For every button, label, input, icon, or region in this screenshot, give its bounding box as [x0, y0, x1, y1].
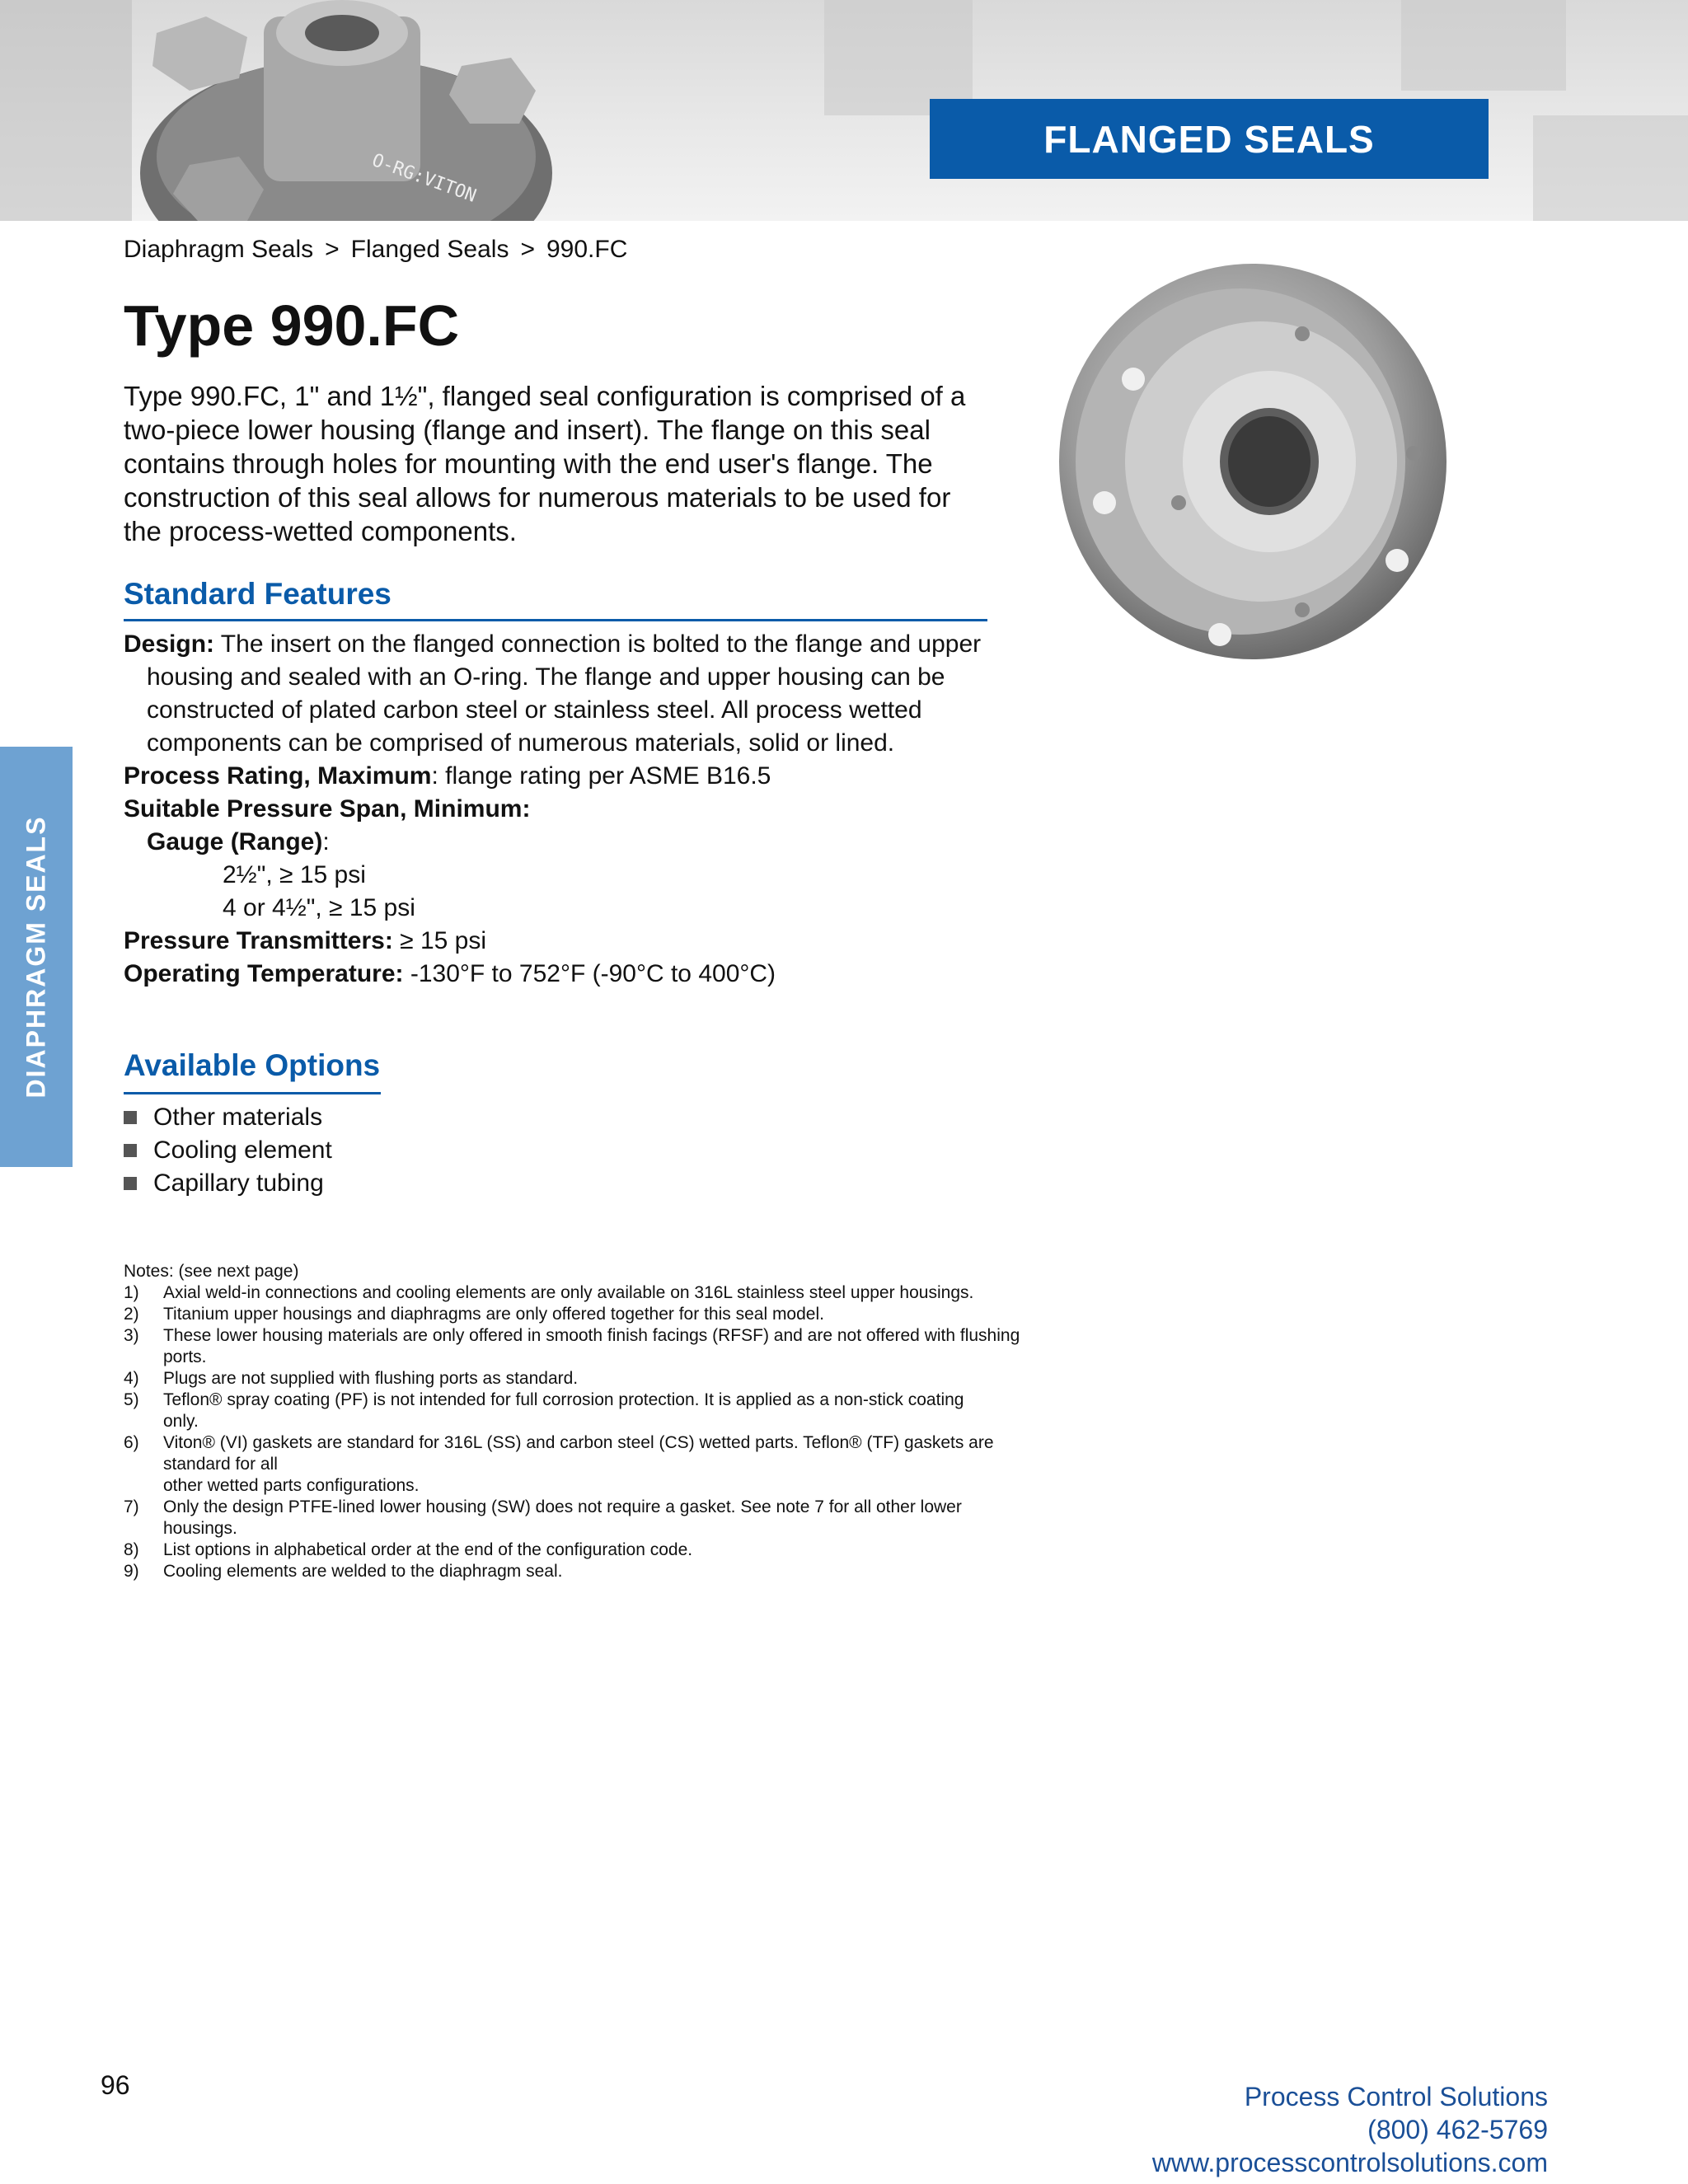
gauge-label: Gauge (Range)	[147, 828, 323, 855]
banner-tile	[1533, 115, 1688, 221]
note-row	[124, 1497, 1063, 1540]
note-text: Axial weld-in connections and cooling elements are only available on 316L stainless steel upper housings.	[163, 1283, 974, 1302]
note-number: 5)	[124, 1390, 139, 1409]
footer-contact	[1152, 2080, 1548, 2179]
note-number: 3)	[124, 1326, 139, 1345]
banner-tile	[824, 0, 973, 115]
standard-features-list	[124, 628, 997, 991]
note-text: Plugs are not supplied with flushing ports as standard.	[163, 1369, 579, 1388]
bullet-square-icon	[124, 1111, 137, 1124]
note-row	[124, 1368, 1063, 1390]
note-text: Titanium upper housings and diaphragms are only offered together for this seal model.	[163, 1305, 824, 1324]
temperature-feature	[124, 958, 997, 991]
note-number: 9)	[124, 1562, 139, 1581]
standard-features-rule	[124, 619, 987, 621]
notes-section	[124, 1261, 1063, 1582]
note-number: 1)	[124, 1283, 139, 1302]
note-row	[124, 1475, 1063, 1497]
gauge-feature	[124, 826, 997, 859]
option-label: Other materials	[153, 1104, 323, 1131]
option-label: Cooling element	[153, 1137, 332, 1164]
note-row	[124, 1540, 1063, 1561]
note-row	[124, 1432, 1063, 1475]
temperature-label: Operating Temperature:	[124, 960, 404, 987]
option-label: Capillary tubing	[153, 1169, 324, 1197]
breadcrumb-item: 990.FC	[546, 236, 628, 263]
process-rating-label: Process Rating, Maximum	[124, 762, 432, 790]
bullet-square-icon	[124, 1144, 137, 1157]
footer-website[interactable]: www.processcontrolsolutions.com	[1151, 2148, 1548, 2177]
gauge-colon: :	[322, 828, 330, 855]
note-text: Only the design PTFE-lined lower housing (SW) does not require a gasket. See note 7 for all other lower housings.	[163, 1497, 962, 1538]
temperature-text: -130°F to 752°F (-90°C to 400°C)	[403, 960, 776, 987]
process-rating-feature	[124, 760, 997, 793]
intro-paragraph: Type 990.FC, 1" and 1½", flanged seal configuration is comprised of a two-piece lower housing (flange and insert). The flange on this seal contains through holes for mounting with the end user's flange. The construction of this seal allows for numerous materials to be used for the process-wetted components.	[124, 381, 966, 546]
note-row	[124, 1390, 1063, 1432]
note-number: 8)	[124, 1540, 139, 1559]
note-text: other wetted parts configurations.	[163, 1476, 420, 1495]
available-options-list	[124, 1101, 332, 1200]
list-item	[124, 1167, 332, 1200]
footer-company: Process Control Solutions	[1244, 2082, 1548, 2111]
gauge-range-line: 4 or 4½", ≥ 15 psi	[223, 894, 415, 921]
side-section-tab	[0, 747, 73, 1167]
transmitters-label: Pressure Transmitters:	[124, 927, 393, 954]
note-text: Viton® (VI) gaskets are standard for 316L (SS) and carbon steel (CS) wetted parts. Teflon® (TF) gaskets are standard for all	[163, 1433, 994, 1474]
pressure-span-label: Suitable Pressure Span, Minimum:	[124, 795, 531, 823]
note-text: List options in alphabetical order at the end of the configuration code.	[163, 1540, 693, 1559]
breadcrumb-item: Diaphragm Seals	[124, 236, 314, 263]
transmitters-text: ≥ 15 psi	[392, 927, 487, 954]
page-number: 96	[101, 2070, 130, 2100]
list-item	[124, 1101, 332, 1134]
breadcrumb-separator: >	[325, 236, 340, 263]
banner-tile	[1401, 0, 1566, 91]
note-number: 2)	[124, 1305, 139, 1324]
process-rating-text: : flange rating per ASME B16.5	[431, 762, 771, 790]
note-number: 4)	[124, 1369, 139, 1388]
bullet-square-icon	[124, 1177, 137, 1190]
notes-header: Notes: (see next page)	[124, 1262, 299, 1281]
note-text: Teflon® spray coating (PF) is not intended for full corrosion protection. It is applied as a non-stick coating only.	[163, 1390, 964, 1431]
note-text: These lower housing materials are only offered in smooth finish facings (RFSF) and are not offered with flushing ports.	[163, 1326, 1020, 1366]
note-row	[124, 1561, 1063, 1582]
design-text: The insert on the flanged connection is bolted to the flange and upper housing and sealed with an O-ring. The flange and upper housing can be constructed of plated carbon steel or stainless steel. All process wetted components can be comprised of numerous materials, solid or lined.	[147, 630, 982, 757]
list-item	[124, 1134, 332, 1167]
available-options-heading: Available Options	[124, 1048, 381, 1082]
breadcrumb-separator: >	[520, 236, 535, 263]
note-row	[124, 1304, 1063, 1325]
note-row	[124, 1282, 1063, 1304]
note-number: 7)	[124, 1497, 139, 1516]
flanged-seal-product-photo	[1055, 255, 1451, 668]
design-feature	[124, 628, 997, 760]
footer-phone: (800) 462-5769	[1367, 2115, 1548, 2144]
breadcrumb	[124, 236, 627, 264]
banner-tile	[0, 0, 132, 221]
section-title-box: FLANGED SEALS	[930, 99, 1489, 179]
transmitters-feature	[124, 925, 997, 958]
note-number: 6)	[124, 1433, 139, 1452]
header-banner	[0, 0, 1688, 221]
note-text: Cooling elements are welded to the diaphragm seal.	[163, 1562, 563, 1581]
gauge-range-line: 2½", ≥ 15 psi	[223, 861, 366, 888]
svg-text:O-RG:VITON: O-RG:VITON	[368, 150, 479, 207]
note-number	[124, 1475, 163, 1497]
page-title: Type 990.FC	[124, 293, 460, 358]
design-label: Design:	[124, 630, 215, 658]
side-tab-label: DIAPHRAGM SEALS	[21, 815, 51, 1099]
diaphragm-seal-banner-photo	[124, 0, 635, 221]
available-options-rule	[124, 1092, 381, 1094]
note-row	[124, 1325, 1063, 1368]
standard-features-heading: Standard Features	[124, 577, 392, 611]
breadcrumb-item: Flanged Seals	[350, 236, 509, 263]
